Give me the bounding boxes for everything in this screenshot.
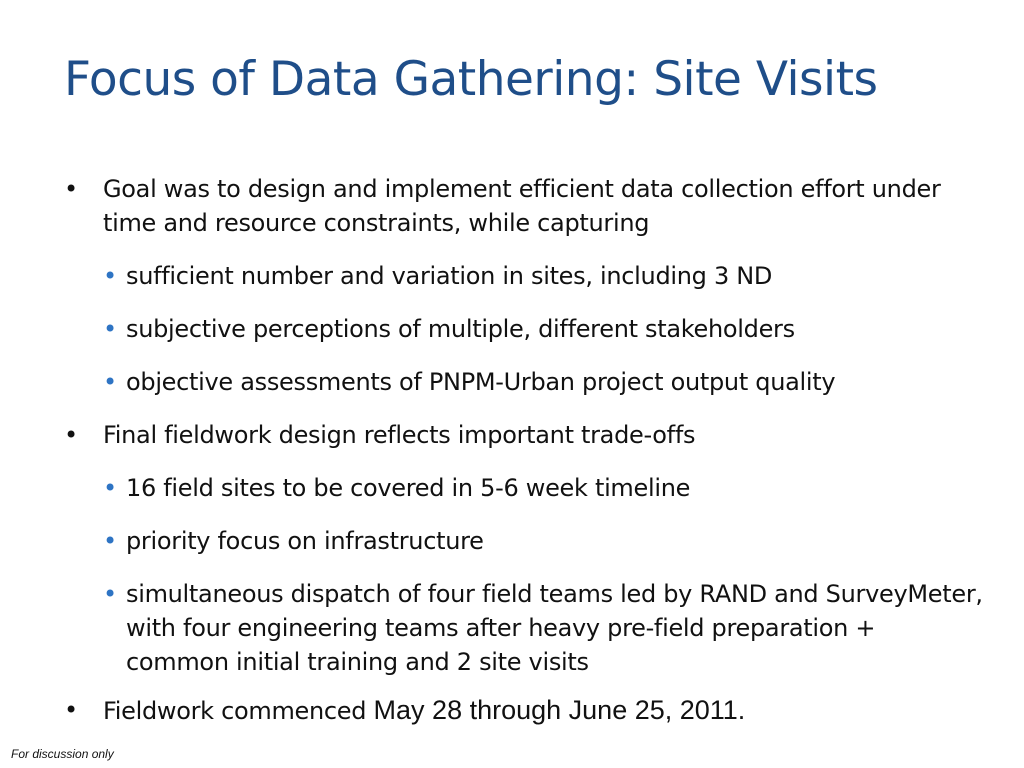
bullet-marker: • <box>64 421 78 449</box>
sub-bullet-item <box>103 577 984 679</box>
sub-bullet-text: 16 field sites to be covered in 5-6 week timeline <box>126 474 691 502</box>
sub-bullet-text: simultaneous dispatch of four field teams led by RAND and SurveyMeter, with four engineering teams after heavy pre-field preparation + common initial training and 2 site visits <box>126 580 983 676</box>
bullet-marker: • <box>64 696 78 724</box>
sub-bullet-item <box>103 365 984 399</box>
sub-bullet-marker: • <box>103 580 117 608</box>
sub-bullet-item <box>103 471 984 505</box>
bullet-marker: • <box>64 175 78 203</box>
bullet-item <box>64 693 984 728</box>
sub-bullet-marker: • <box>103 262 117 290</box>
bullet-text-dates: May 28 through June 25, 2011. <box>373 695 746 725</box>
sub-bullet-item <box>103 259 984 293</box>
sub-bullet-marker: • <box>103 474 117 502</box>
bullet-item <box>64 172 984 240</box>
bullet-item <box>64 418 984 452</box>
bullet-text: Final fieldwork design reflects important trade-offs <box>103 421 696 449</box>
sub-bullet-marker: • <box>103 315 117 343</box>
bullet-text: Goal was to design and implement efficient data collection effort under time and resource constraints, while capturing <box>103 175 941 237</box>
sub-bullet-marker: • <box>103 527 117 555</box>
sub-bullet-item <box>103 312 984 346</box>
sub-bullet-text: sufficient number and variation in sites, including 3 ND <box>126 262 773 290</box>
sub-bullet-text: subjective perceptions of multiple, different stakeholders <box>126 315 795 343</box>
sub-bullet-marker: • <box>103 368 117 396</box>
sub-bullet-item <box>103 524 984 558</box>
footer-note: For discussion only <box>11 747 114 761</box>
bullet-text-start: Fieldwork commenced <box>103 697 374 725</box>
sub-bullet-text: objective assessments of PNPM-Urban project output quality <box>126 368 836 396</box>
bullet-list <box>64 172 984 747</box>
sub-bullet-text: priority focus on infrastructure <box>126 527 484 555</box>
slide-title: Focus of Data Gathering: Site Visits <box>64 52 878 107</box>
